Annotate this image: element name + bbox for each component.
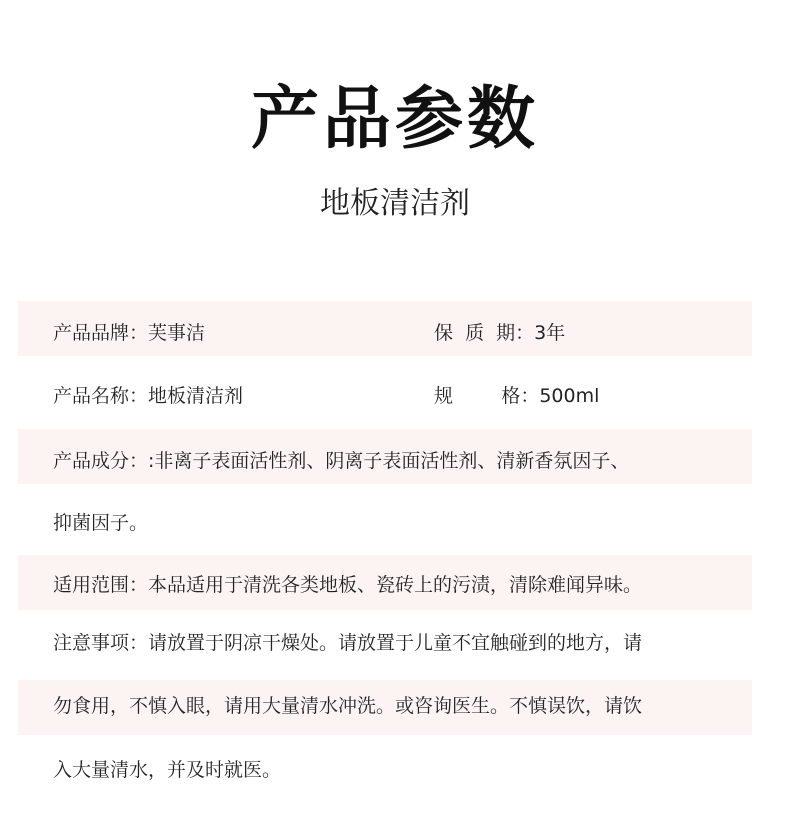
param-notes-line-3: 入大量清水，并及时就医。 (53, 759, 282, 781)
param-ingredients-line-1: 产品成分：:非离子表面活性剂、阴离子表面活性剂、清新香氛因子、 (53, 450, 630, 472)
param-spec: 规 格：500ml (434, 385, 600, 407)
param-brand: 产品品牌：芙事洁 (53, 322, 206, 344)
page-title: 产品参数 (250, 80, 539, 159)
param-name: 产品名称：地板清洁剂 (53, 385, 244, 407)
param-scope: 适用范围：本品适用于清洗各类地板、瓷砖上的污渍，清除难闻异味。 (53, 574, 643, 596)
param-shelf-life: 保 质 期：3年 (434, 322, 566, 344)
param-ingredients-line-2: 抑菌因子。 (53, 512, 149, 534)
product-subtitle: 地板清洁剂 (320, 186, 470, 221)
param-notes-line-2: 勿食用，不慎入眼，请用大量清水冲洗。或咨询医生。不慎误饮，请饮 (53, 695, 643, 717)
param-notes-line-1: 注意事项：请放置于阴凉干燥处。请放置于儿童不宜触碰到的地方，请 (53, 632, 643, 654)
